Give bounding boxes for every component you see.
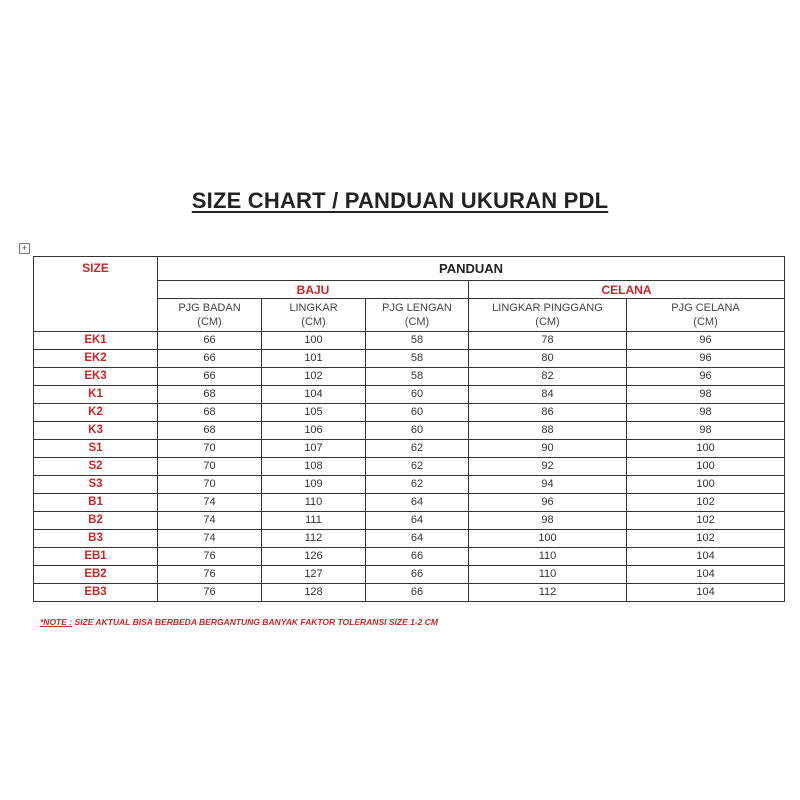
table-row bbox=[34, 512, 785, 530]
cell-lingkar-pinggang: 96 bbox=[469, 494, 627, 512]
cell-pjg-badan: 70 bbox=[158, 476, 262, 494]
cell-pjg-celana: 102 bbox=[627, 530, 785, 548]
size-cell: S3 bbox=[34, 476, 158, 494]
cell-lingkar-pinggang: 88 bbox=[469, 422, 627, 440]
celana-group-header: CELANA bbox=[469, 281, 785, 299]
cell-pjg-celana: 102 bbox=[627, 512, 785, 530]
size-cell: EB3 bbox=[34, 584, 158, 602]
table-row bbox=[34, 584, 785, 602]
cell-pjg-celana: 100 bbox=[627, 458, 785, 476]
cell-pjg-celana: 100 bbox=[627, 440, 785, 458]
column-header-lingkar-pinggang: LINGKAR PINGGANG (CM) bbox=[469, 299, 627, 332]
cell-lingkar: 126 bbox=[262, 548, 366, 566]
size-cell: EK2 bbox=[34, 350, 158, 368]
cell-pjg-lengan: 60 bbox=[366, 404, 469, 422]
cell-pjg-celana: 96 bbox=[627, 368, 785, 386]
size-cell: K1 bbox=[34, 386, 158, 404]
cell-lingkar-pinggang: 90 bbox=[469, 440, 627, 458]
table-row bbox=[34, 494, 785, 512]
size-cell: EK3 bbox=[34, 368, 158, 386]
size-cell: EK1 bbox=[34, 332, 158, 350]
cell-lingkar: 104 bbox=[262, 386, 366, 404]
cell-pjg-lengan: 64 bbox=[366, 494, 469, 512]
cell-pjg-badan: 66 bbox=[158, 368, 262, 386]
cell-pjg-celana: 104 bbox=[627, 548, 785, 566]
cell-lingkar: 102 bbox=[262, 368, 366, 386]
table-row bbox=[34, 548, 785, 566]
cell-lingkar: 112 bbox=[262, 530, 366, 548]
table-row bbox=[34, 404, 785, 422]
size-cell: B3 bbox=[34, 530, 158, 548]
cell-pjg-badan: 66 bbox=[158, 350, 262, 368]
cell-pjg-lengan: 62 bbox=[366, 458, 469, 476]
cell-pjg-celana: 100 bbox=[627, 476, 785, 494]
baju-group-header: BAJU bbox=[158, 281, 469, 299]
cell-pjg-badan: 70 bbox=[158, 440, 262, 458]
cell-pjg-badan: 74 bbox=[158, 530, 262, 548]
cell-lingkar: 101 bbox=[262, 350, 366, 368]
cell-pjg-lengan: 66 bbox=[366, 548, 469, 566]
cell-pjg-lengan: 58 bbox=[366, 368, 469, 386]
cell-lingkar-pinggang: 80 bbox=[469, 350, 627, 368]
cell-lingkar-pinggang: 82 bbox=[469, 368, 627, 386]
cell-pjg-celana: 98 bbox=[627, 404, 785, 422]
table-row bbox=[34, 476, 785, 494]
cell-pjg-lengan: 64 bbox=[366, 512, 469, 530]
size-cell: S1 bbox=[34, 440, 158, 458]
cell-lingkar-pinggang: 98 bbox=[469, 512, 627, 530]
cell-pjg-badan: 68 bbox=[158, 422, 262, 440]
cell-pjg-lengan: 58 bbox=[366, 350, 469, 368]
cell-lingkar-pinggang: 92 bbox=[469, 458, 627, 476]
cell-pjg-badan: 76 bbox=[158, 584, 262, 602]
cell-pjg-lengan: 66 bbox=[366, 566, 469, 584]
size-cell: K2 bbox=[34, 404, 158, 422]
cell-pjg-lengan: 60 bbox=[366, 386, 469, 404]
size-cell: EB1 bbox=[34, 548, 158, 566]
table-row bbox=[34, 368, 785, 386]
cell-lingkar: 111 bbox=[262, 512, 366, 530]
column-header-pjg-badan: PJG BADAN (CM) bbox=[158, 299, 262, 332]
cell-lingkar-pinggang: 78 bbox=[469, 332, 627, 350]
cell-pjg-badan: 68 bbox=[158, 404, 262, 422]
cell-lingkar: 105 bbox=[262, 404, 366, 422]
cell-lingkar: 107 bbox=[262, 440, 366, 458]
cell-pjg-badan: 74 bbox=[158, 512, 262, 530]
size-chart-table bbox=[33, 256, 785, 602]
column-header-pjg-celana: PJG CELANA (CM) bbox=[627, 299, 785, 332]
table-row bbox=[34, 458, 785, 476]
table-row bbox=[34, 386, 785, 404]
size-cell: S2 bbox=[34, 458, 158, 476]
cell-pjg-badan: 76 bbox=[158, 566, 262, 584]
cell-lingkar: 110 bbox=[262, 494, 366, 512]
cell-lingkar: 128 bbox=[262, 584, 366, 602]
size-tolerance-note bbox=[40, 617, 438, 627]
cell-lingkar-pinggang: 94 bbox=[469, 476, 627, 494]
cell-pjg-celana: 98 bbox=[627, 422, 785, 440]
size-header: SIZE bbox=[34, 257, 158, 332]
panduan-header: PANDUAN bbox=[158, 257, 785, 281]
size-cell: EB2 bbox=[34, 566, 158, 584]
page-title: SIZE CHART / PANDUAN UKURAN PDL bbox=[191, 188, 609, 213]
table-row bbox=[34, 422, 785, 440]
cell-lingkar: 127 bbox=[262, 566, 366, 584]
table-row bbox=[34, 332, 785, 350]
size-cell: K3 bbox=[34, 422, 158, 440]
cell-pjg-celana: 104 bbox=[627, 566, 785, 584]
cell-lingkar-pinggang: 110 bbox=[469, 548, 627, 566]
cell-lingkar-pinggang: 110 bbox=[469, 566, 627, 584]
cell-pjg-lengan: 62 bbox=[366, 476, 469, 494]
table-row bbox=[34, 530, 785, 548]
cell-pjg-badan: 76 bbox=[158, 548, 262, 566]
cell-pjg-lengan: 60 bbox=[366, 422, 469, 440]
cell-pjg-celana: 96 bbox=[627, 332, 785, 350]
cell-pjg-badan: 68 bbox=[158, 386, 262, 404]
cell-lingkar: 100 bbox=[262, 332, 366, 350]
column-header-lingkar: LINGKAR (CM) bbox=[262, 299, 366, 332]
column-header-pjg-lengan: PJG LENGAN (CM) bbox=[366, 299, 469, 332]
cell-pjg-celana: 104 bbox=[627, 584, 785, 602]
table-row bbox=[34, 440, 785, 458]
cell-lingkar: 109 bbox=[262, 476, 366, 494]
note-label: *NOTE : bbox=[40, 617, 73, 627]
cell-lingkar-pinggang: 84 bbox=[469, 386, 627, 404]
cell-pjg-celana: 102 bbox=[627, 494, 785, 512]
table-row bbox=[34, 350, 785, 368]
cell-lingkar-pinggang: 112 bbox=[469, 584, 627, 602]
cell-lingkar: 108 bbox=[262, 458, 366, 476]
table-move-handle-icon[interactable]: + bbox=[19, 243, 30, 254]
cell-pjg-celana: 96 bbox=[627, 350, 785, 368]
size-cell: B1 bbox=[34, 494, 158, 512]
size-cell: B2 bbox=[34, 512, 158, 530]
note-text: SIZE AKTUAL BISA BERBEDA BERGANTUNG BANYAK FAKTOR TOLERANSI SIZE 1-2 CM bbox=[72, 617, 438, 627]
cell-pjg-celana: 98 bbox=[627, 386, 785, 404]
cell-pjg-badan: 74 bbox=[158, 494, 262, 512]
table-row bbox=[34, 566, 785, 584]
cell-pjg-lengan: 58 bbox=[366, 332, 469, 350]
cell-pjg-lengan: 62 bbox=[366, 440, 469, 458]
cell-pjg-badan: 66 bbox=[158, 332, 262, 350]
cell-pjg-badan: 70 bbox=[158, 458, 262, 476]
cell-lingkar-pinggang: 100 bbox=[469, 530, 627, 548]
cell-pjg-lengan: 66 bbox=[366, 584, 469, 602]
cell-lingkar: 106 bbox=[262, 422, 366, 440]
cell-lingkar-pinggang: 86 bbox=[469, 404, 627, 422]
cell-pjg-lengan: 64 bbox=[366, 530, 469, 548]
